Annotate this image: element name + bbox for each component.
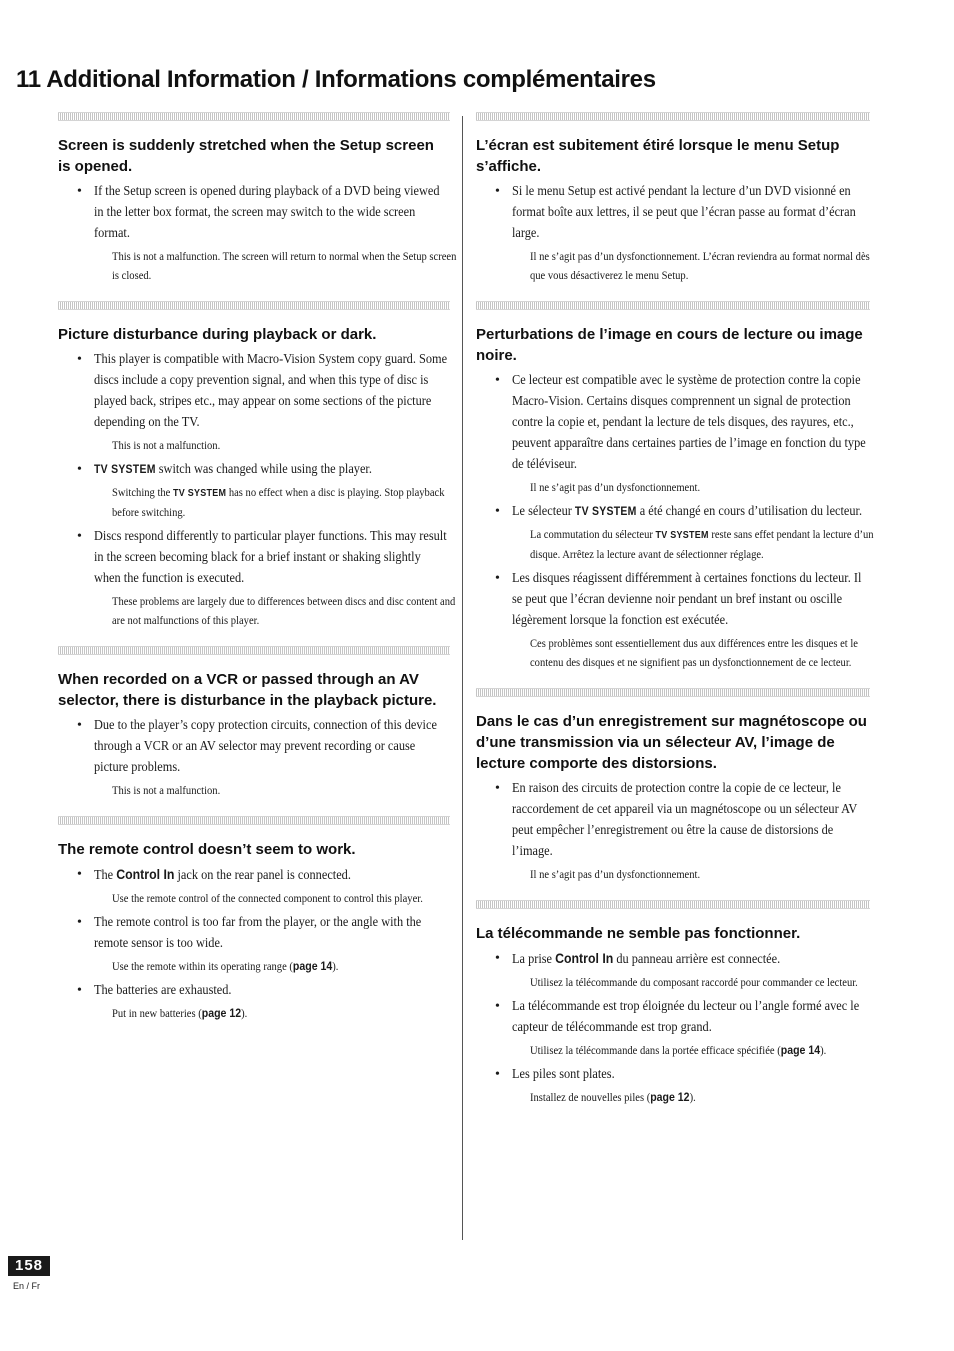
item-note: Switching the TV SYSTEM has no effect when a disc is playing. Stop playback before switching.	[112, 485, 445, 519]
list-item	[476, 996, 870, 1060]
bullet-icon: •	[77, 352, 82, 367]
page-reference: page 12	[650, 1090, 690, 1104]
item-text: La prise Control In du panneau arrière est connectée.	[512, 950, 781, 967]
item-list	[476, 370, 874, 672]
column-divider	[462, 116, 463, 1240]
list-item	[476, 181, 870, 285]
section-vcr-disturbance-fr	[476, 688, 870, 884]
list-item	[476, 568, 870, 672]
list-item	[58, 864, 450, 908]
tv-system-label: TV SYSTEM	[94, 462, 156, 476]
section-separator	[476, 688, 870, 697]
french-column	[476, 112, 874, 1123]
section-heading: Screen is suddenly stretched when the Setup screen is opened.	[58, 137, 434, 175]
page-reference: page 14	[292, 959, 333, 973]
item-note: This is not a malfunction. The screen will return to normal when the Setup screen is closed.	[112, 249, 457, 282]
item-note: Put in new batteries (page 12).	[112, 1006, 248, 1020]
item-note: Ces problèmes sont essentiellement dus aux différences entre les disques et le contenu des disques et ne signifient pas un dysfonctionnement de ce lecteur.	[530, 636, 858, 669]
bullet-icon: •	[77, 915, 82, 930]
section-heading: When recorded on a VCR or passed through an AV selector, there is disturbance in the playback picture.	[58, 671, 437, 709]
item-note: Utilisez la télécommande dans la portée efficace spécifiée (page 14).	[530, 1043, 827, 1057]
list-item	[58, 980, 450, 1023]
bullet-icon: •	[77, 462, 82, 477]
section-picture-disturbance-fr	[476, 301, 874, 672]
page-reference: page 14	[780, 1043, 821, 1057]
list-item	[58, 459, 450, 522]
bullet-icon: •	[77, 529, 82, 544]
item-text: TV SYSTEM switch was changed while using the player.	[94, 462, 372, 477]
section-remote-control-fr	[476, 900, 870, 1107]
section-picture-disturbance	[58, 301, 456, 630]
bullet-icon: •	[495, 373, 500, 388]
item-list	[58, 181, 457, 285]
item-note: Utilisez la télécommande du composant raccordé pour commander ce lecteur.	[530, 975, 858, 989]
list-item	[476, 948, 870, 992]
page-number: 158	[8, 1256, 50, 1276]
section-separator	[476, 301, 870, 310]
section-heading: The remote control doesn’t seem to work.	[58, 841, 356, 858]
bullet-icon: •	[495, 184, 500, 199]
item-text: This player is compatible with Macro-Vision System copy guard. Some discs include a copy prevention signal, and when this type of disc is played back, stripes etc., may appear on some sections of the picture depending on the TV.	[94, 352, 448, 430]
section-heading: Picture disturbance during playback or dark.	[58, 326, 377, 343]
bullet-icon: •	[77, 867, 82, 882]
item-note: Use the remote control of the connected component to control this player.	[112, 891, 423, 905]
item-text: Due to the player’s copy protection circuits, connection of this device through a VCR or an AV selector may prevent recording or cause picture problems.	[94, 718, 437, 775]
list-item	[58, 349, 450, 455]
list-item	[476, 501, 874, 564]
item-text: Les disques réagissent différemment à certaines fonctions du lecteur. Il se peut que l’écran devienne noir pendant un bref instant ou oscille légèrement lorsque la fonction est exécutée.	[512, 571, 862, 628]
item-text: The remote control is too far from the player, or the angle with the remote sensor is too wide.	[94, 915, 422, 951]
section-setup-stretched-fr	[476, 112, 870, 285]
list-item	[476, 1064, 870, 1107]
item-note: Il ne s’agit pas d’un dysfonctionnement.	[530, 867, 701, 881]
page-title: 11 Additional Information / Informations complémentaires	[16, 66, 656, 93]
item-text: Si le menu Setup est activé pendant la lecture d’un DVD visionné en format boîte aux lettres, il se peut que l’écran passe au format d’écran large.	[512, 184, 856, 241]
bullet-icon: •	[495, 504, 500, 519]
item-list	[476, 181, 870, 285]
section-separator	[58, 646, 450, 655]
item-note: This is not a malfunction.	[112, 783, 221, 797]
item-note: La commutation du sélecteur TV SYSTEM reste sans effet pendant la lecture d’un disque. Arrêtez la lecture avant de sélectionner réglage.	[530, 527, 874, 561]
bullet-icon: •	[495, 781, 500, 796]
section-separator	[58, 301, 450, 310]
tv-system-label: TV SYSTEM	[173, 488, 227, 499]
list-item	[58, 715, 450, 800]
item-text: Discs respond differently to particular player functions. This may result in the screen becoming black for a brief instant or shaking slightly when the function is executed.	[94, 529, 447, 586]
bullet-icon: •	[495, 951, 500, 966]
item-text: The batteries are exhausted.	[94, 983, 232, 998]
item-text: If the Setup screen is opened during playback of a DVD being viewed in the letter box format, the screen may switch to the wide screen format.	[94, 184, 440, 241]
item-list	[58, 864, 450, 1023]
page-language: En / Fr	[13, 1281, 41, 1291]
section-heading: Perturbations de l’image en cours de lecture ou image noire.	[476, 326, 863, 364]
tv-system-label: TV SYSTEM	[574, 504, 637, 518]
section-separator	[476, 112, 870, 121]
item-note: This is not a malfunction.	[112, 438, 221, 452]
section-separator	[58, 112, 450, 121]
item-text: La télécommande est trop éloignée du lecteur ou l’angle formé avec le capteur de télécommande est trop grand.	[512, 999, 860, 1035]
item-note: These problems are largely due to differences between discs and disc content and are not malfunctions of this player.	[112, 594, 456, 627]
list-item	[476, 370, 870, 497]
item-list	[476, 778, 870, 884]
item-list	[58, 715, 450, 800]
item-list	[476, 948, 870, 1107]
list-item	[476, 778, 870, 884]
bullet-icon: •	[77, 184, 82, 199]
control-in-label: Control In	[116, 866, 175, 882]
bullet-icon: •	[495, 999, 500, 1014]
section-separator	[476, 900, 870, 909]
section-setup-stretched	[58, 112, 457, 285]
section-remote-control	[58, 816, 450, 1023]
item-text: Les piles sont plates.	[512, 1067, 615, 1082]
item-list	[58, 349, 456, 630]
list-item	[58, 526, 456, 630]
control-in-label: Control In	[555, 950, 614, 966]
bullet-icon: •	[77, 983, 82, 998]
item-note: Il ne s’agit pas d’un dysfonctionnement.	[530, 480, 701, 494]
item-note: Il ne s’agit pas d’un dysfonctionnement. L’écran reviendra au format normal dès que vous désactiverez le menu Setup.	[530, 249, 870, 282]
list-item	[58, 181, 457, 285]
bullet-icon: •	[77, 718, 82, 733]
item-note: Installez de nouvelles piles (page 12).	[530, 1090, 696, 1104]
section-heading: La télécommande ne semble pas fonctionner.	[476, 925, 801, 942]
tv-system-label: TV SYSTEM	[655, 530, 709, 541]
item-text: En raison des circuits de protection contre la copie de ce lecteur, le raccordement de cet appareil via un magnétoscope ou un sélecteur AV peut empêcher l’enregistrement ou être la cause de distorsions de l’image.	[512, 781, 858, 859]
bullet-icon: •	[495, 1067, 500, 1082]
item-text: The Control In jack on the rear panel is connected.	[94, 866, 351, 883]
item-text: Le sélecteur TV SYSTEM a été changé en cours d’utilisation du lecteur.	[512, 504, 863, 519]
section-heading: Dans le cas d’un enregistrement sur magnétoscope ou d’une transmission via un sélecteur AV, l’image de lecture comporte des distorsions.	[476, 713, 867, 772]
page-reference: page 12	[201, 1006, 242, 1020]
item-note: Use the remote within its operating range (page 14).	[112, 959, 339, 973]
english-column	[58, 112, 457, 1039]
section-vcr-disturbance	[58, 646, 450, 800]
section-heading: L’écran est subitement étiré lorsque le menu Setup s’affiche.	[476, 137, 840, 175]
section-separator	[58, 816, 450, 825]
item-text: Ce lecteur est compatible avec le système de protection contre la copie Macro-Vision. Certains disques comprennent un signal de protection contre la copie et, pendant la lecture de tels disques, des rayures, etc., peuvent apparaître dans certaines parties de l’image en fonction du type de téléviseur.	[512, 373, 866, 472]
list-item	[58, 912, 450, 976]
bullet-icon: •	[495, 571, 500, 586]
